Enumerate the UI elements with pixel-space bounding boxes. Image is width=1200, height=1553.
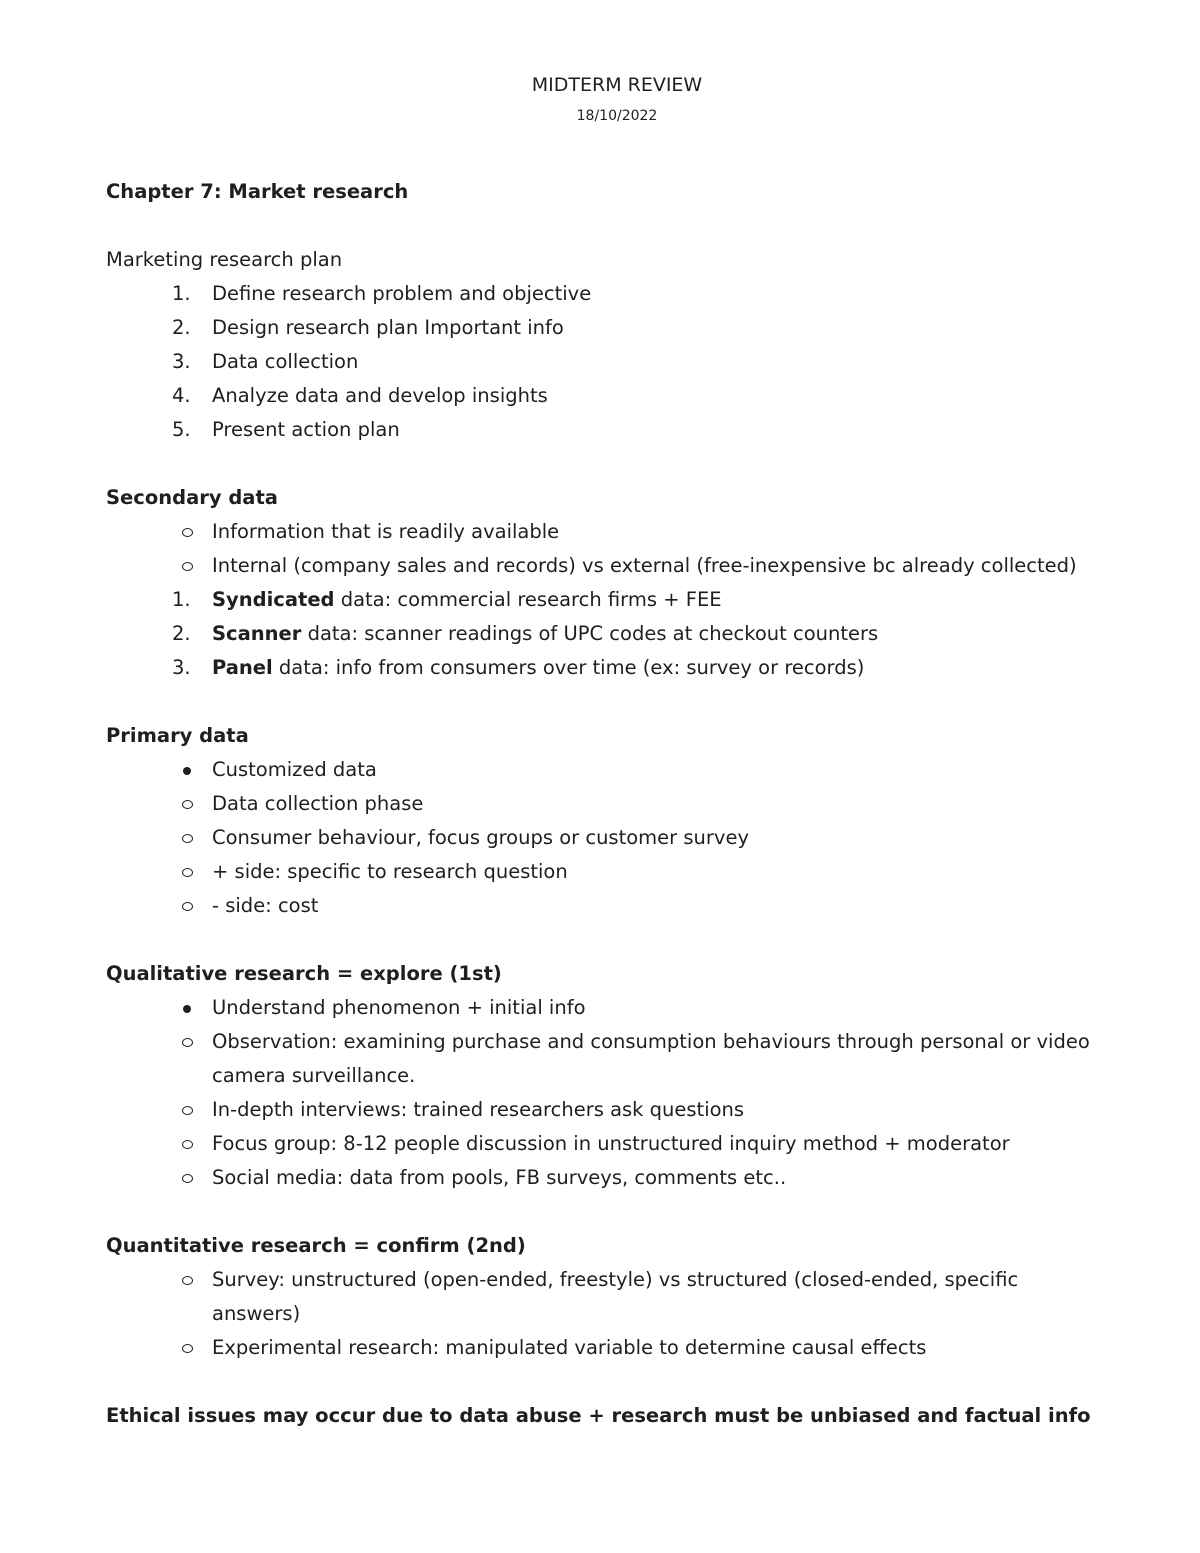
list-item — [106, 379, 1106, 413]
hollow-bullet-icon — [178, 1127, 208, 1161]
list-number: 2. — [172, 316, 191, 339]
list-item-text: + side: specific to research question — [212, 860, 568, 883]
list-item — [106, 311, 1106, 345]
list-item-text: Survey: unstructured (open-ended, freestyle) vs structured (closed-ended, specific answers) — [212, 1268, 1019, 1325]
hollow-bullet-icon — [178, 1331, 208, 1365]
list-item-text: In-depth interviews: trained researchers ask questions — [212, 1098, 745, 1121]
list-item — [106, 651, 1106, 685]
list-item-text: Experimental research: manipulated variable to determine causal effects — [212, 1336, 927, 1359]
list-number: 3. — [172, 350, 191, 373]
list-item — [106, 855, 1106, 889]
hollow-bullet-icon — [178, 1263, 208, 1297]
list-item — [106, 617, 1106, 651]
hollow-bullet-icon — [178, 787, 208, 821]
list-item-text: Data collection — [212, 350, 359, 373]
list-item-text: Understand phenomenon + initial info — [212, 996, 586, 1019]
list-item-text: - side: cost — [212, 894, 319, 917]
document-title: MIDTERM REVIEW — [531, 74, 703, 96]
list-item-text: Data collection phase — [212, 792, 424, 815]
list-item — [106, 277, 1106, 311]
list-item — [106, 1127, 1106, 1161]
list-item — [106, 1025, 1092, 1093]
list-item — [106, 549, 1106, 583]
hollow-bullet-icon — [178, 821, 208, 855]
ethics-statement: Ethical issues may occur due to data abuse + research must be unbiased and factual info — [106, 1404, 1091, 1427]
list-item — [106, 821, 1106, 855]
qualitative-heading: Qualitative research = explore (1st) — [106, 962, 502, 985]
quantitative-heading: Quantitative research = confirm (2nd) — [106, 1234, 526, 1257]
chapter-heading: Chapter 7: Market research — [106, 180, 409, 203]
document-date: 18/10/2022 — [576, 108, 658, 124]
term-description: data: scanner readings of UPC codes at checkout counters — [301, 622, 879, 645]
list-item-text: Focus group: 8-12 people discussion in unstructured inquiry method + moderator — [212, 1132, 1010, 1155]
list-item — [106, 753, 1106, 787]
list-item — [106, 787, 1106, 821]
hollow-bullet-icon — [178, 1093, 208, 1127]
list-number: 1. — [172, 282, 191, 305]
list-item — [106, 1093, 1106, 1127]
term-bold: Panel — [212, 656, 273, 679]
list-item-text: Present action plan — [212, 418, 400, 441]
hollow-bullet-icon — [178, 515, 208, 549]
list-item — [106, 345, 1106, 379]
list-number: 4. — [172, 384, 191, 407]
filled-bullet-icon — [178, 991, 208, 1025]
list-item-text: Information that is readily available — [212, 520, 560, 543]
list-item — [106, 515, 1106, 549]
hollow-bullet-icon — [178, 549, 208, 583]
hollow-bullet-icon — [178, 889, 208, 923]
hollow-bullet-icon — [178, 1161, 208, 1195]
hollow-bullet-icon — [178, 1025, 208, 1059]
list-number: 1. — [172, 588, 191, 611]
list-item — [106, 583, 1106, 617]
list-item-text: Analyze data and develop insights — [212, 384, 548, 407]
secondary-data-heading: Secondary data — [106, 486, 278, 509]
list-item — [106, 991, 1106, 1025]
list-number: 5. — [172, 418, 191, 441]
list-item-text: Define research problem and objective — [212, 282, 592, 305]
filled-bullet-icon — [178, 753, 208, 787]
term-bold: Scanner — [212, 622, 302, 645]
list-item-text: Social media: data from pools, FB surveys, comments etc.. — [212, 1166, 787, 1189]
list-item — [106, 413, 1106, 447]
document-body — [106, 175, 1106, 1433]
list-item — [106, 1161, 1106, 1195]
hollow-bullet-icon — [178, 855, 208, 889]
list-item — [106, 1263, 1092, 1331]
list-item-text: Consumer behaviour, focus groups or customer survey — [212, 826, 749, 849]
list-number: 3. — [172, 656, 191, 679]
term-bold: Syndicated — [212, 588, 335, 611]
list-item — [106, 1331, 1106, 1365]
list-item — [106, 889, 1106, 923]
list-item-text: Internal (company sales and records) vs external (free-inexpensive bc already collected) — [212, 554, 1077, 577]
term-description: data: info from consumers over time (ex: survey or records) — [272, 656, 865, 679]
list-item-text: Observation: examining purchase and consumption behaviours through personal or video camera surveillance. — [212, 1030, 1090, 1087]
list-item-text: Customized data — [212, 758, 377, 781]
term-description: data: commercial research firms + FEE — [334, 588, 722, 611]
research-plan-label: Marketing research plan — [106, 248, 343, 271]
list-number: 2. — [172, 622, 191, 645]
primary-data-heading: Primary data — [106, 724, 249, 747]
list-item-text: Design research plan Important info — [212, 316, 564, 339]
